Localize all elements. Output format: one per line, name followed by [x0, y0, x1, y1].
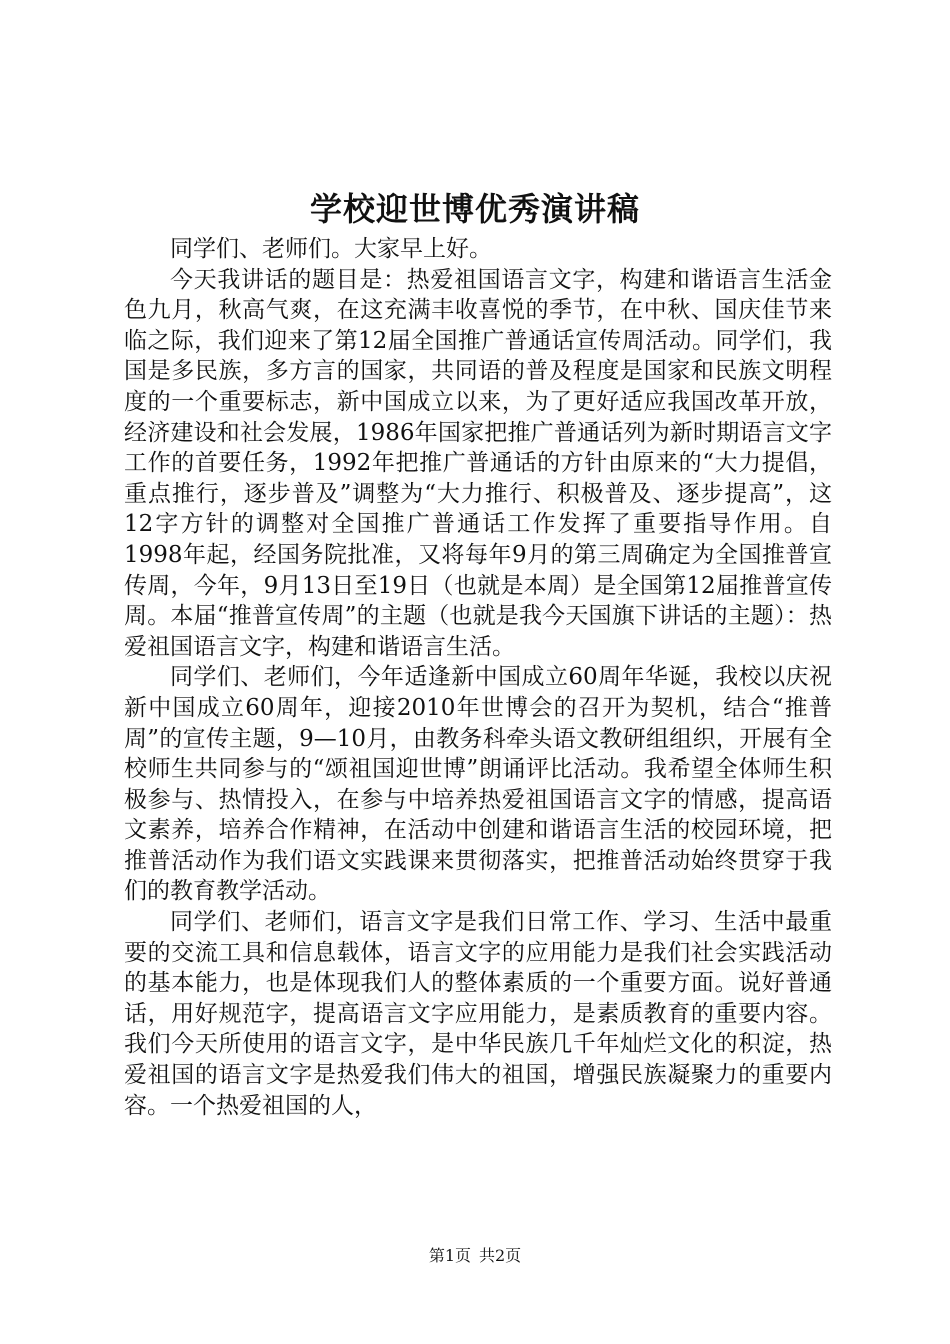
- document-body: [124, 234, 832, 1121]
- page-total: 共2页: [479, 1246, 522, 1265]
- paragraph-topic: 今天我讲话的题目是：热爱祖国语言文字，构建和谐语言生活金色九月，秋高气爽，在这充满丰收喜悦的季节，在中秋、国庆佳节来临之际，我们迎来了第12届全国推广普通话宣传周活动。同学们，我国是多民族，多方言的国家，共同语的普及程度是国家和民族文明程度的一个重要标志，新中国成立以来，为了更好适应我国改革开放，经济建设和社会发展，1986年国家把推广普通话列为新时期语言文字工作的首要任务，1992年把推广普通话的方针由原来的“大力提倡，重点推行，逐步普及”调整为“大力推行、积极普及、逐步提高”，这12字方针的调整对全国推广普通话工作发挥了重要指导作用。自1998年起，经国务院批准，又将每年9月的第三周确定为全国推普宣传周，今年，9月13日至19日（也就是本周）是全国第12届推普宣传周。本届“推普宣传周”的主题（也就是我今天国旗下讲话的主题）：热爱祖国语言文字，构建和谐语言生活。: [124, 266, 832, 660]
- paragraph-language: 同学们、老师们，语言文字是我们日常工作、学习、生活中最重要的交流工具和信息载体，语言文字的应用能力是我们社会实践活动的基本能力，也是体现我们人的整体素质的一个重要方面。说好普通话，用好规范字，提高语言文字应用能力，是素质教育的重要内容。我们今天所使用的语言文字，是中华民族几千年灿烂文化的积淀，热爱祖国的语言文字是热爱我们伟大的祖国，增强民族凝聚力的重要内容。一个热爱祖国的人，: [124, 909, 832, 1119]
- document-title: 学校迎世博优秀演讲稿: [309, 190, 640, 228]
- paragraph-activity: 同学们、老师们，今年适逢新中国成立60周年华诞，我校以庆祝新中国成立60周年，迎接2010年世博会的召开为契机，结合“推普周”的宣传主题，9—10月，由教务科牵头语文教研组组织，开展有全校师生共同参与的“颂祖国迎世博”朗诵评比活动。我希望全体师生积极参与、热情投入，在参与中培养热爱祖国语言文字的情感，提高语文素养，培养合作精神，在活动中创建和谐语言生活的校园环境，把推普活动作为我们语文实践课来贯彻落实，把推普活动始终贯穿于我们的教育教学活动。: [124, 664, 832, 905]
- paragraph-greeting: 同学们、老师们。大家早上好。: [170, 236, 492, 262]
- page-footer: [0, 1246, 950, 1266]
- page-number: 第1页: [428, 1246, 471, 1265]
